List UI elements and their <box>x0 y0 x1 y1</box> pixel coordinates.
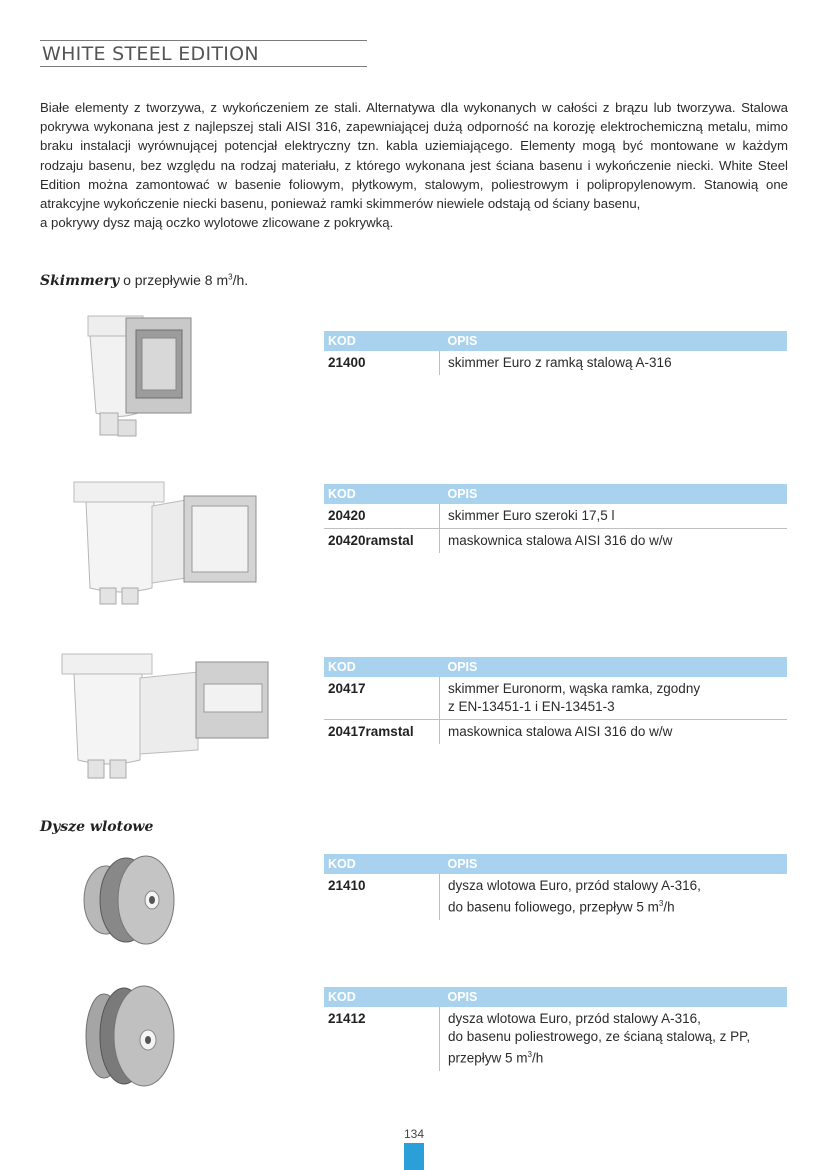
page-tab-marker <box>404 1143 424 1170</box>
kod-header: KOD <box>324 854 440 874</box>
nozzles-script-heading: Dysze wlotowe <box>40 819 154 835</box>
opis-header: OPIS <box>440 854 788 874</box>
description-line: skimmer Euronorm, wąska ramka, zgodny <box>448 681 701 696</box>
skimmers-script-heading: Skimmery <box>40 273 120 289</box>
description-text: przepływ 5 m <box>448 1050 528 1066</box>
page-title: WHITE STEEL EDITION <box>40 40 367 67</box>
description-line: z EN-13451-1 i EN-13451-3 <box>448 699 615 714</box>
description-line <box>448 895 783 917</box>
product-table-4 <box>324 854 787 920</box>
product-description <box>440 874 788 920</box>
unit-superscript: 3 <box>527 1050 532 1059</box>
opis-header: OPIS <box>440 331 788 351</box>
product-description: maskownica stalowa AISI 316 do w/w <box>440 529 788 554</box>
description-text: do basenu foliowego, przepływ 5 m <box>448 899 659 915</box>
description-unit-suffix: /h <box>531 1050 544 1066</box>
opis-header: OPIS <box>440 657 788 677</box>
kod-header: KOD <box>324 987 440 1007</box>
product-description <box>440 677 788 720</box>
product-description: maskownica stalowa AISI 316 do w/w <box>440 720 788 745</box>
kod-header: KOD <box>324 657 440 677</box>
skimmers-flow-text: o przepływie 8 m <box>123 272 229 288</box>
product-description: skimmer Euro z ramką stalową A-316 <box>440 351 788 375</box>
skimmer-20420-image <box>66 478 266 613</box>
product-table-5 <box>324 987 787 1071</box>
intro-last-line: a pokrywy dysz mają oczko wylotowe zlicowane z pokrywką. <box>40 215 394 231</box>
opis-header: OPIS <box>440 987 788 1007</box>
product-code: 20417 <box>324 677 440 720</box>
page-number: 134 <box>403 1127 425 1141</box>
skimmers-section-label <box>40 272 248 289</box>
kod-header: KOD <box>324 484 440 504</box>
product-table-1 <box>324 331 787 375</box>
nozzles-section-label <box>40 818 153 835</box>
product-table-2 <box>324 484 787 553</box>
product-description <box>440 1007 788 1071</box>
product-description: skimmer Euro szeroki 17,5 l <box>440 504 788 529</box>
description-line <box>448 1046 783 1068</box>
product-code: 20420 <box>324 504 440 529</box>
skimmers-flow-suffix: /h. <box>232 272 249 288</box>
unit-superscript: 3 <box>658 899 664 908</box>
description-line: dysza wlotowa Euro, przód stalowy A-316, <box>448 1011 701 1026</box>
intro-paragraph <box>40 98 788 232</box>
nozzle-21410-image <box>74 850 184 950</box>
product-table-3 <box>324 657 787 744</box>
product-code: 21400 <box>328 355 366 370</box>
kod-header: KOD <box>324 331 440 351</box>
skimmer-21400-image <box>78 308 198 458</box>
intro-text: Białe elementy z tworzywa, z wykończeniem ze stali. Alternatywa dla wykonanych w całości z brązu lub tworzywa. Stalowa pokrywa wykonana jest z najlepszej stali AISI 316, zapewniającej dużą odporność na korozję elektrochemiczną metalu, mimo braku instalacji wyrównującej potencjał elektryczny tzn. kabla uziemiającego. Elementy mogą być montowane w każdym rodzaju basenu, bez względu na rodzaj materiału, z którego wykonana jest ściana basenu i wykończenie niecki. White Steel Edition można zamontować w basenie foliowym, płytkowym, stalowym, poliestrowym i polipropylenowym. Stanowią one atrakcyjne wykończenie niecki basenu, ponieważ ramki skimmerów niewiele odstają od ściany basenu, <box>40 100 788 212</box>
skimmers-flow-sup: 3 <box>228 272 233 282</box>
product-code: 20417ramstal <box>328 724 414 739</box>
description-line: dysza wlotowa Euro, przód stalowy A-316, <box>448 878 701 893</box>
description-line: do basenu poliestrowego, ze ścianą stalową, z PP, <box>448 1029 751 1044</box>
nozzle-21412-image <box>78 978 188 1093</box>
product-code: 21412 <box>328 1011 366 1026</box>
description-unit-suffix: /h <box>663 899 675 915</box>
opis-header: OPIS <box>440 484 788 504</box>
skimmer-20417-image <box>58 650 273 785</box>
product-code: 20420ramstal <box>328 533 414 548</box>
product-code: 21410 <box>328 878 366 893</box>
